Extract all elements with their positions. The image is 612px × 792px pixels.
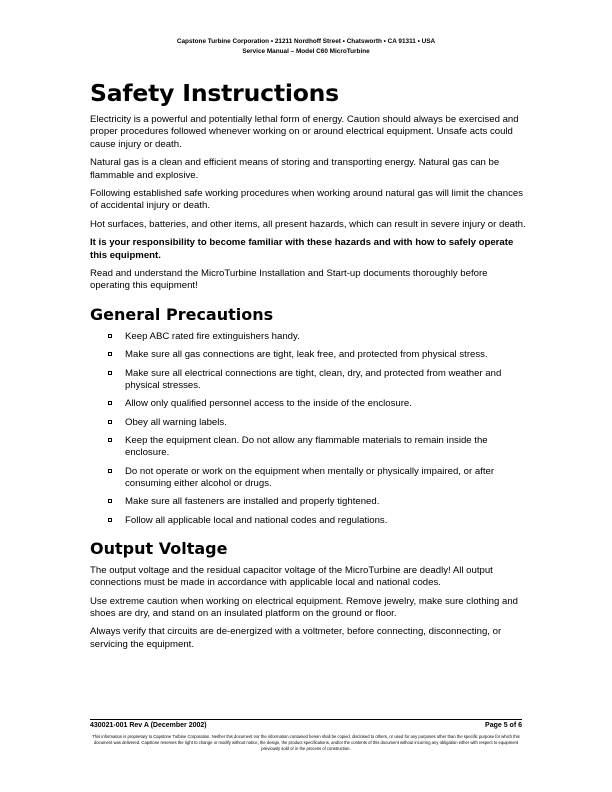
list-item-text: Do not operate or work on the equipment when mentally or physically impaired, or after consuming either alcohol or drugs. <box>125 465 495 489</box>
output-voltage-heading: Output Voltage <box>90 538 228 558</box>
output-paragraph: Always verify that circuits are de-energized with a voltmeter, before connecting, disconnecting, or servicing the equipment. <box>90 626 502 650</box>
footer-page-number: Page 5 of 6 <box>485 722 522 729</box>
footer-document-id: 430021-001 Rev A (December 2002) <box>90 722 207 729</box>
list-item-text: Follow all applicable local and national codes and regulations. <box>125 514 388 526</box>
checkbox-bullet-icon <box>108 438 112 442</box>
read-notice: Read and understand the MicroTurbine Installation and Start-up documents thoroughly before operating this equipment! <box>90 268 488 292</box>
list-item <box>90 417 530 429</box>
intro-paragraph: Natural gas is a clean and efficient means of storing and transporting energy. Natural gas can be flammable and explosive. <box>90 157 500 181</box>
checkbox-bullet-icon <box>108 499 112 503</box>
list-item-text: Obey all warning labels. <box>125 416 227 428</box>
list-item <box>90 466 530 490</box>
page-header <box>0 37 612 57</box>
list-item <box>90 331 530 343</box>
list-item-text: Make sure all electrical connections are tight, clean, dry, and protected from weather and physical stresses. <box>125 367 502 391</box>
page-content <box>90 78 530 657</box>
header-manual-title: Service Manual – Model C60 MicroTurbine <box>242 48 370 55</box>
list-item <box>90 368 530 392</box>
list-item-text: Make sure all gas connections are tight, leak free, and protected from physical stress. <box>125 349 488 361</box>
intro-paragraph: Hot surfaces, batteries, and other items, all present hazards, which can result in severe injury or death. <box>90 218 526 230</box>
checkbox-bullet-icon <box>108 371 112 375</box>
list-item-text: Keep the equipment clean. Do not allow any flammable materials to remain inside the enclosure. <box>125 435 488 459</box>
list-item <box>90 435 530 459</box>
precautions-list <box>90 331 530 527</box>
list-item <box>90 398 530 410</box>
list-item <box>90 349 530 361</box>
footer-proprietary-notice: This information is proprietary to Capstone Turbine Corporation. Neither this document nor the information contained herein shall be copied, disclosed to others, or used for any purposes other than the specific purpose for which this document was delivered. Capstone reserves the right to change or modify without notice, the design, the product specifications, and/or the contents of this document without incurring any obligation either with respect to equipment previously sold or in the process of construction. <box>92 734 520 751</box>
checkbox-bullet-icon <box>108 352 112 356</box>
list-item <box>90 515 530 527</box>
list-item-text: Keep ABC rated fire extinguishers handy. <box>125 330 300 342</box>
list-item-text: Allow only qualified personnel access to the inside of the enclosure. <box>125 398 412 410</box>
output-paragraph: The output voltage and the residual capacitor voltage of the MicroTurbine are deadly! All output connections must be made in accordance with applicable local and national codes. <box>90 564 493 589</box>
checkbox-bullet-icon <box>108 420 112 424</box>
general-precautions-heading: General Precautions <box>90 304 274 324</box>
checkbox-bullet-icon <box>108 334 112 338</box>
checkbox-bullet-icon <box>108 401 112 405</box>
page-title: Safety Instructions <box>90 79 339 107</box>
list-item <box>90 496 530 508</box>
footer-divider <box>90 719 522 720</box>
intro-paragraph: Electricity is a powerful and potentially lethal form of energy. Caution should always be exercised and proper procedures followed whenever working on or around electrical equipment. Unsafe acts could cause injury or death. <box>90 114 519 150</box>
list-item-text: Make sure all fasteners are installed and properly tightened. <box>125 496 380 508</box>
responsibility-statement: It is your responsibility to become familiar with these hazards and with how to safely operate this equipment. <box>90 237 514 261</box>
header-address: Capstone Turbine Corporation • 21211 Nordhoff Street • Chatsworth • CA 91311 • USA <box>176 38 436 45</box>
checkbox-bullet-icon <box>108 518 112 522</box>
intro-paragraph: Following established safe working procedures when working around natural gas will limit the chances of accidental injury or death. <box>90 188 524 212</box>
output-paragraph: Use extreme caution when working on electrical equipment. Remove jewelry, make sure clothing and shoes are dry, and stand on an insulated platform on the ground or floor. <box>90 595 519 620</box>
checkbox-bullet-icon <box>108 469 112 473</box>
